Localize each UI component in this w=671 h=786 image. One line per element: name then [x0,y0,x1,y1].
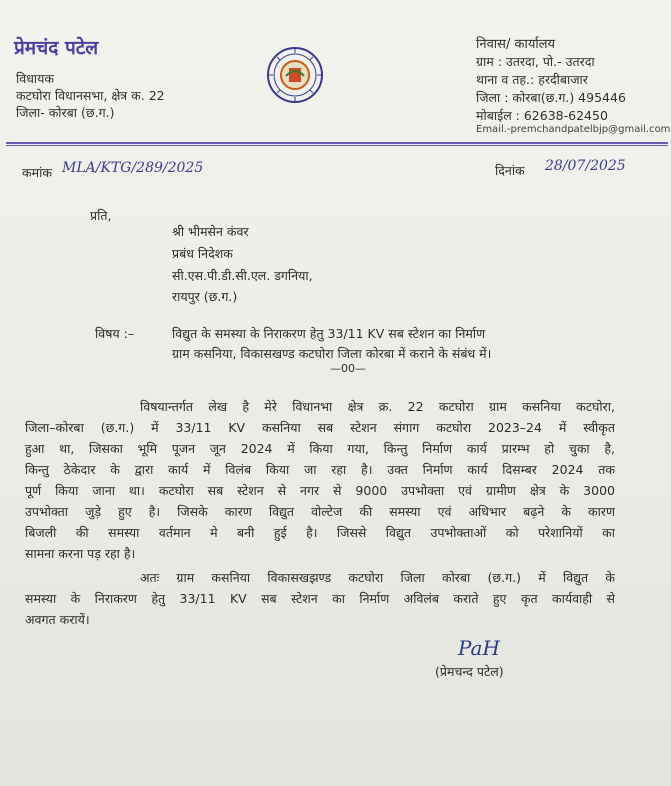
signatory-name: (प्रेमचन्द पटेल) [435,664,504,679]
para2-line: समस्या के निराकरण हेतु 33/11 KV सब स्टेशन का निर्माण अविलंब कराते हुए कृत कार्यवाही से [25,591,615,606]
email-address: Email.-premchandpatelbjp@gmail.com [476,124,671,135]
para1-line: हुआ था, जिसका भूमि पूजन जून 2024 में किया गया, किन्तु निर्माण कार्य प्रारम्भ हो चुका है, [25,441,615,456]
office-title: निवास/ कार्यालय [476,37,556,52]
recipient-designation: प्रबंध निदेशक [172,246,233,261]
mobile-number: मोबाईल : 62638-62450 [476,108,608,123]
para2-line: अवगत करायें। [25,612,90,627]
header-divider-thin [6,145,668,146]
header-divider [6,142,668,144]
para1-line: बिजली की समस्या वर्तमान मे बनी हुई है। जिससे विद्युत उपभोक्ताओं को परेशानियों का [25,525,615,540]
party-seal-icon [266,46,324,104]
recipient-city: रायपुर (छ.ग.) [172,289,238,304]
para1-line: उपभोक्ता जुड़े हुए है। जिसके कारण विद्युत वोल्टेज की समस्या एवं अधिभार बढ़ने के कारण [25,504,615,519]
address-thana: थाना व तह.: हरदीबाजार [476,72,588,87]
para1-line: सामना करना पड़ रहा है। [25,546,136,561]
para2-line: अतः ग्राम कसनिया विकासखझण्ड कटघोरा जिला कोरबा (छ.ग.) में विद्युत के [140,570,615,585]
sender-designation: विधायक [16,71,54,86]
subject-line-1: विद्युत के समस्या के निराकरण हेतु 33/11 KV सब स्टेशन का निर्माण [172,326,486,341]
sender-district: जिला- कोरबा (छ.ग.) [16,105,115,120]
recipient-name: श्री भीमसेन कंवर [172,224,249,239]
para1-line: किन्तु ठेकेदार के द्वारा कार्य में विलंब किया जा रहा है। उक्त निर्माण कार्य दिसम्बर 2024 तक [25,462,615,477]
date-value: 28/07/2025 [545,158,626,174]
address-village: ग्राम : उतरदा, पो.- उतरदा [476,54,595,69]
para1-line: पूर्ण किया जाना था। कटघोरा सब स्टेशन से नगर से 9000 उपभोक्ता एवं ग्रामीण क्षेत्र के 3000 [25,483,615,498]
subject-line-2: ग्राम कसनिया, विकासखण्ड कटघोरा जिला कोरबा में कराने के संबंध में। [172,346,492,361]
sender-constituency: कटघोरा विधानसभा, क्षेत्र क. 22 [16,88,165,103]
para1-line: जिला–कोरबा (छ.ग.) में 33/11 KV कसनिया सब स्टेशन संगाग कटघोरा 2023–24 में स्वीकृत [25,420,615,435]
recipient-org: सी.एस.पी.डी.सी.एल. डगनिया, [172,268,313,283]
address-district: जिला : कोरबा(छ.ग.) 495446 [476,90,626,105]
subject-separator: —00— [330,362,366,375]
reference-label: कमांक [22,165,52,180]
reference-number: MLA/KTG/289/2025 [62,160,204,176]
para1-line: विषयान्तर्गत लेख है मेरे विधानभा क्षेत्र क्र. 22 कटघोरा ग्राम कसनिया कटघोरा, [140,399,615,414]
signature-scribble: PaH [458,636,500,660]
subject-label: विषय :– [95,326,135,341]
date-label: दिनांक [495,163,525,178]
prati-label: प्रति, [90,208,112,223]
sender-name: प्रेमचंद पटेल [14,37,99,59]
